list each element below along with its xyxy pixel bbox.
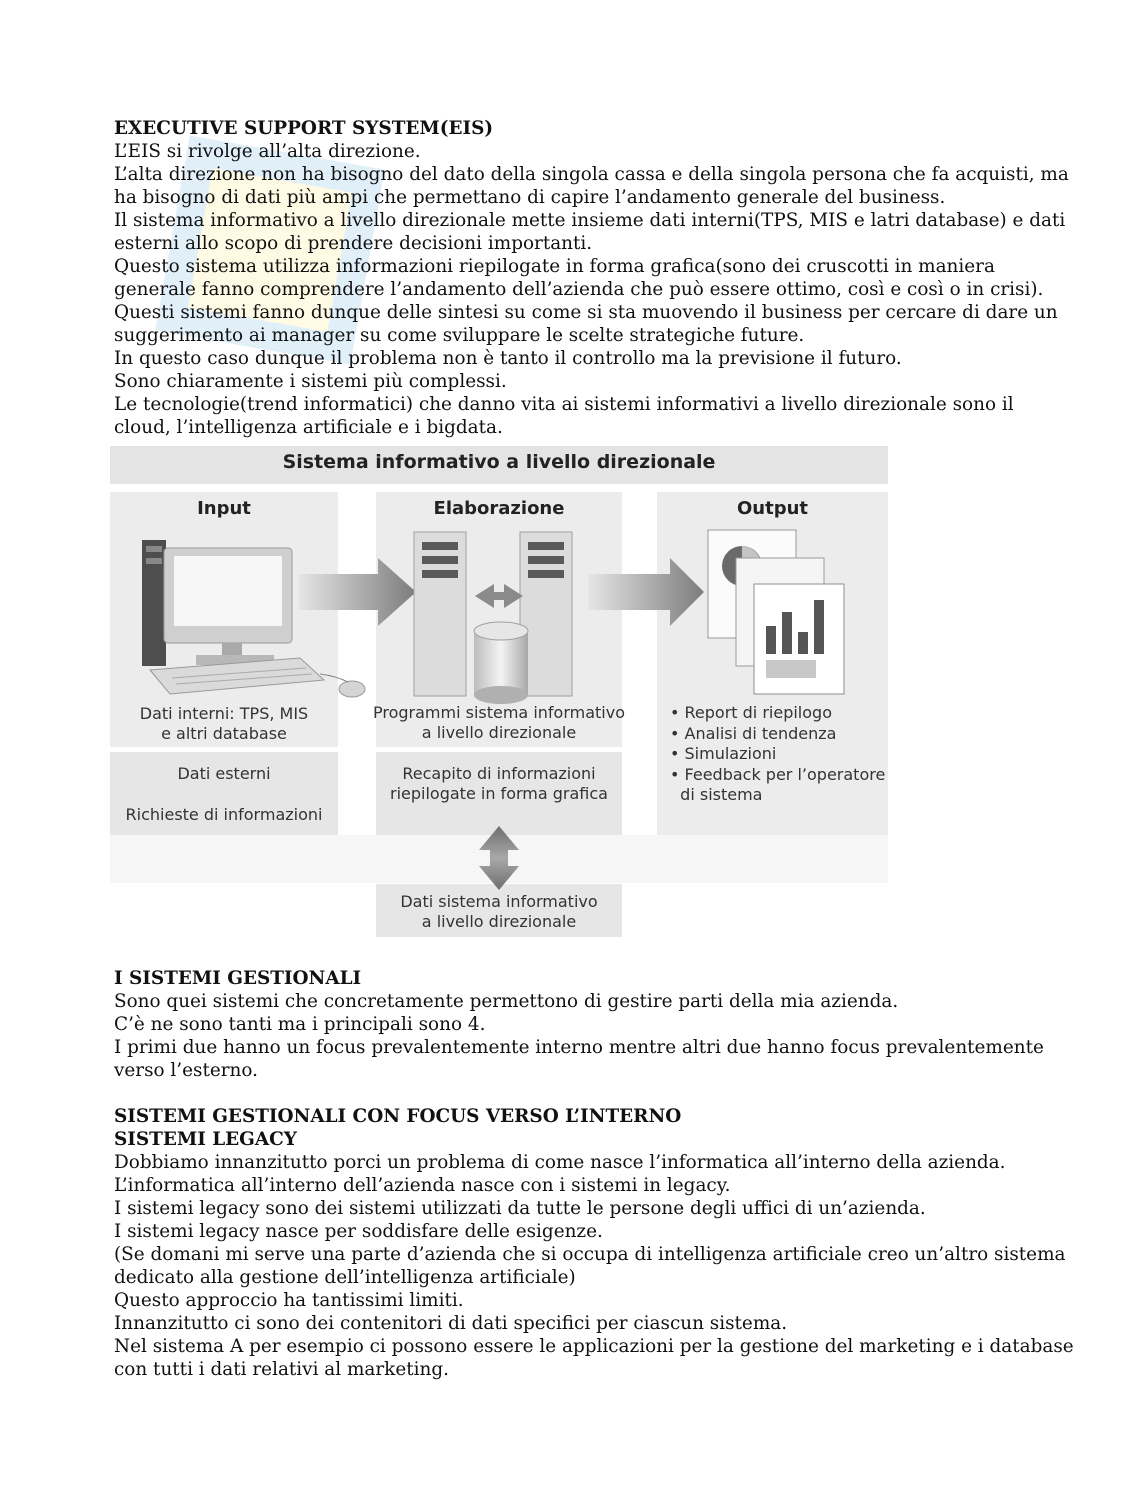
paragraph-line: Le tecnologie(trend informatici) che danno vita ai sistemi informativi a livello direzionale sono il (114, 394, 1014, 415)
paragraph-line: Sono chiaramente i sistemi più complessi. (114, 371, 507, 392)
section-legacy (114, 1105, 1074, 1381)
processing-programs (372, 703, 626, 743)
diagram-title: Sistema informativo a livello direzionale (282, 451, 716, 473)
paragraph-line: ha bisogno di dati più ampi che permettano di capire l’andamento generale del business. (114, 187, 946, 208)
output-bullet: • Analisi di tendenza (670, 723, 837, 743)
paragraph-line: L’EIS si rivolge all’alta direzione. (114, 141, 421, 162)
paragraph-line: Nel sistema A per esempio ci possono essere le applicazioni per la gestione del marketing e i database (114, 1336, 1074, 1357)
diagram-graphics (110, 446, 888, 938)
input-external-data: Dati esterni (177, 764, 271, 783)
section-title: I SISTEMI GESTIONALI (114, 968, 362, 989)
processing-header: Elaborazione (433, 498, 565, 519)
section-title: SISTEMI GESTIONALI CON FOCUS VERSO L’INTERNO (114, 1106, 682, 1127)
input-requests: Richieste di informazioni (125, 805, 323, 824)
input-line: Dati interni: TPS, MIS (139, 704, 309, 723)
output-bullets (670, 703, 885, 806)
eis-diagram (110, 446, 888, 938)
output-bullet: • Feedback per l’operatore (670, 764, 886, 784)
processing-delivery (372, 764, 626, 804)
paragraph-line: dedicato alla gestione dell’intelligenza artificiale) (114, 1267, 576, 1288)
paragraph-line: C’è ne sono tanti ma i principali sono 4. (114, 1014, 486, 1035)
section-subtitle: SISTEMI LEGACY (114, 1129, 297, 1150)
paragraph-line: Il sistema informativo a livello direzionale mette insieme dati interni(TPS, MIS e latri database) e dati (114, 210, 1066, 231)
output-header: Output (736, 498, 809, 519)
paragraph-line: L’alta direzione non ha bisogno del dato della singola cassa e della singola persona che fa acquisti, ma (114, 164, 1069, 185)
paragraph-line: L’informatica all’interno dell’azienda nasce con i sistemi in legacy. (114, 1175, 731, 1196)
paragraph-line: verso l’esterno. (114, 1060, 258, 1081)
processing-line: Recapito di informazioni (402, 764, 596, 783)
paragraph-line: I sistemi legacy sono dei sistemi utilizzati da tutte le persone degli uffici di un’azienda. (114, 1198, 926, 1219)
paragraph-line: Sono quei sistemi che concretamente permettono di gestire parti della mia azienda. (114, 991, 899, 1012)
input-internal-data (110, 704, 338, 744)
paragraph-line: Innanzitutto ci sono dei contenitori di dati specifici per ciascun sistema. (114, 1313, 788, 1334)
paragraph-line: esterni allo scopo di prendere decisioni importanti. (114, 233, 593, 254)
paragraph-line: generale fanno comprendere l’andamento dell’azienda che può essere ottimo, così e così o in crisi). (114, 279, 1044, 300)
paragraph-line: Questi sistemi fanno dunque delle sintesi su come si sta muovendo il business per cercare di dare un (114, 302, 1058, 323)
processing-line: riepilogate in forma grafica (390, 784, 608, 803)
data-store-label (376, 892, 622, 932)
processing-line: Programmi sistema informativo (372, 703, 625, 722)
input-header: Input (197, 498, 251, 519)
paragraph-line: I sistemi legacy nasce per soddisfare delle esigenze. (114, 1221, 603, 1242)
output-bullet: • Report di riepilogo (670, 703, 832, 722)
data-line: a livello direzionale (421, 912, 577, 931)
paragraph-line: con tutti i dati relativi al marketing. (114, 1359, 449, 1380)
section-title: EXECUTIVE SUPPORT SYSTEM(EIS) (114, 118, 494, 139)
output-bullet: • Simulazioni (670, 744, 777, 763)
data-line: Dati sistema informativo (400, 892, 598, 911)
paragraph-line: I primi due hanno un focus prevalentemente interno mentre altri due hanno focus prevalentemente (114, 1037, 1044, 1058)
paragraph-line: (Se domani mi serve una parte d’azienda che si occupa di intelligenza artificiale creo un’altro sistema (114, 1244, 1066, 1265)
paragraph-line: Dobbiamo innanzitutto porci un problema di come nasce l’informatica all’interno della azienda. (114, 1152, 1006, 1173)
paragraph-line: cloud, l’intelligenza artificiale e i bigdata. (114, 417, 503, 438)
output-bullet: di sistema (670, 785, 763, 804)
processing-line: a livello direzionale (421, 723, 577, 742)
paragraph-line: Questo sistema utilizza informazioni riepilogate in forma grafica(sono dei cruscotti in maniera (114, 256, 995, 277)
section-eis (114, 117, 1069, 439)
paragraph-line: suggerimento ai manager su come sviluppare le scelte strategiche future. (114, 325, 805, 346)
section-gestionali (114, 967, 1044, 1082)
input-line: e altri database (161, 724, 287, 743)
paragraph-line: Questo approccio ha tantissimi limiti. (114, 1290, 464, 1311)
paragraph-line: In questo caso dunque il problema non è tanto il controllo ma la previsione il futuro. (114, 348, 902, 369)
